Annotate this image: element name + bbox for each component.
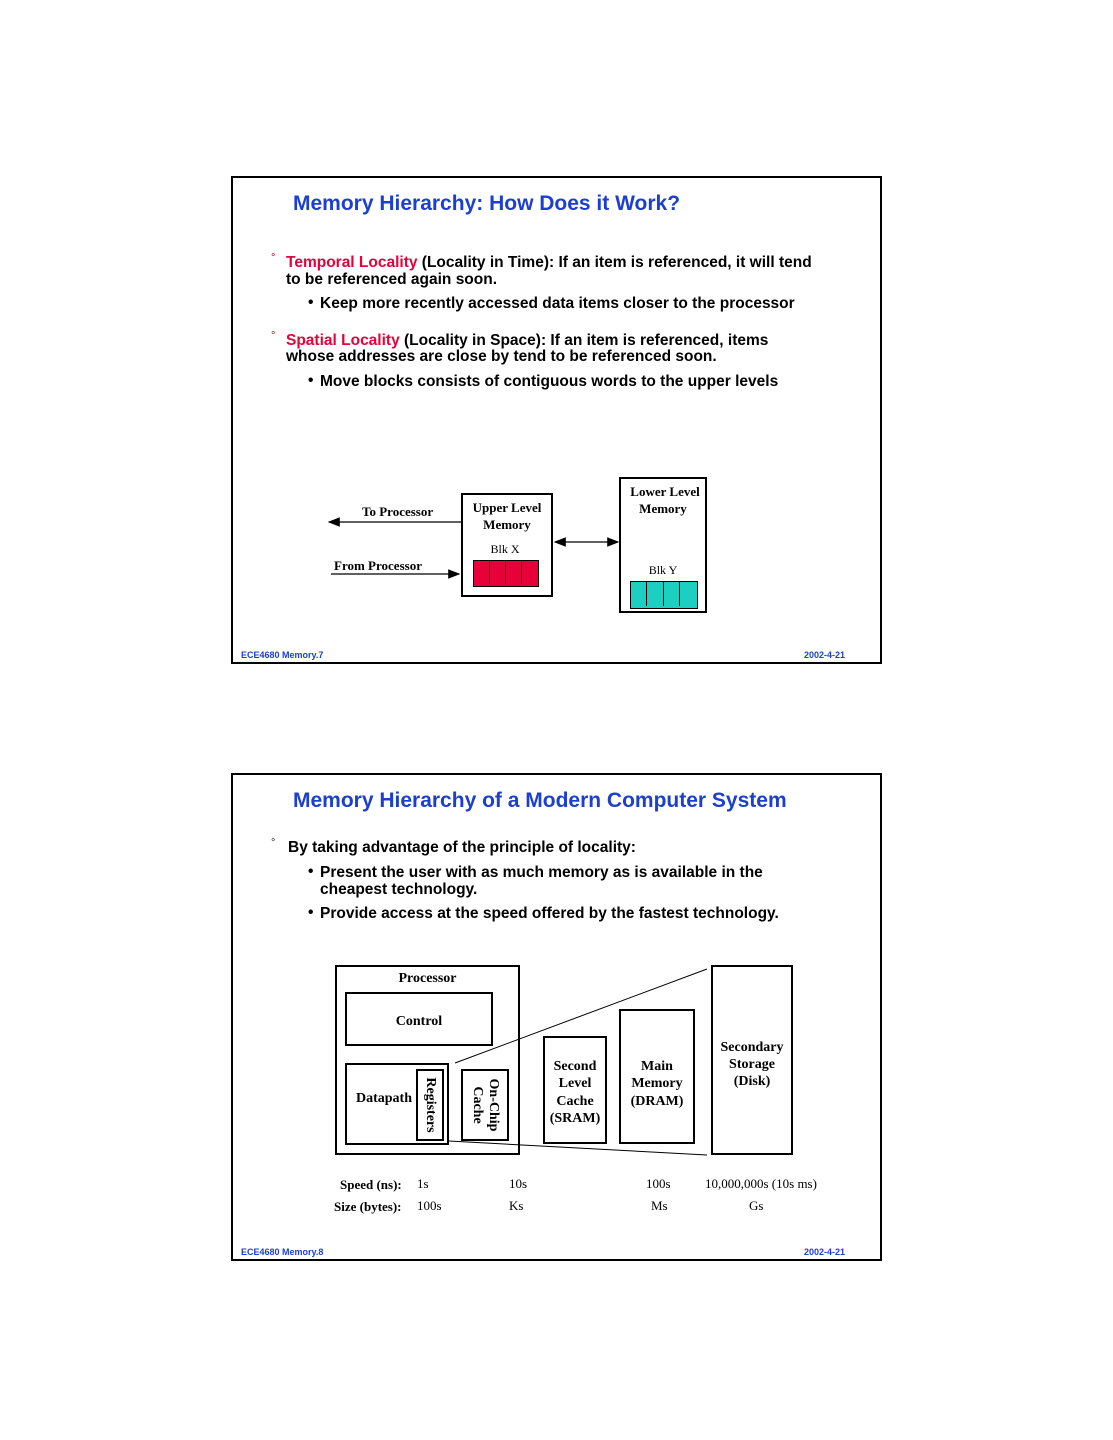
- footer-right: 2002-4-21: [804, 650, 846, 660]
- upper-level-label-1: Upper Level: [472, 500, 542, 515]
- second-level-label-1: Second: [553, 1059, 597, 1074]
- provide-access-text: Provide access at the speed offered by the fastest technology.: [320, 905, 779, 922]
- spatial-locality-line2: whose addresses are close by tend to be referenced soon.: [286, 348, 717, 365]
- datapath-label: Datapath: [356, 1091, 413, 1106]
- bullet-marker: °: [271, 252, 276, 264]
- blk-y-label: Blk Y: [648, 563, 678, 577]
- main-memory-label-3: (DRAM): [630, 1094, 684, 1109]
- locality-diagram-arrows: [233, 178, 884, 666]
- secondary-label-1: Secondary: [720, 1040, 784, 1055]
- bullet-marker: °: [271, 837, 276, 849]
- speed-cache: 10s: [509, 1176, 528, 1191]
- lower-level-label-2: Memory: [639, 501, 687, 516]
- blk-y-divider: [646, 582, 647, 606]
- locality-principle-text: By taking advantage of the principle of locality:: [288, 839, 636, 856]
- spatial-locality-sub: Move blocks consists of contiguous words to the upper levels: [320, 373, 779, 390]
- from-processor-label: From Processor: [334, 558, 422, 573]
- blk-y-block: [630, 581, 698, 609]
- speed-disk: 10,000,000s (10s ms): [705, 1176, 817, 1191]
- sub-bullet-dot: •: [308, 863, 314, 880]
- processor-label: Processor: [398, 971, 457, 986]
- spatial-locality-term: Spatial Locality: [286, 332, 400, 349]
- secondary-label-2: Storage: [729, 1057, 775, 1072]
- main-memory-label-1: Main: [641, 1059, 673, 1074]
- present-user-line1: Present the user with as much memory as is available in the: [320, 864, 763, 881]
- control-label: Control: [395, 1014, 443, 1029]
- footer-right: 2002-4-21: [804, 1247, 846, 1257]
- main-memory-label-2: Memory: [631, 1076, 683, 1091]
- size-main-memory: Ms: [651, 1198, 668, 1213]
- sub-bullet-dot: •: [308, 904, 314, 921]
- speed-registers: 1s: [417, 1176, 429, 1191]
- second-level-label-2: Level: [558, 1076, 592, 1091]
- blk-x-divider: [521, 561, 522, 584]
- lower-level-label-1: Lower Level: [630, 484, 700, 499]
- blk-x-divider: [505, 561, 506, 584]
- footer-left: ECE4680 Memory.7: [241, 650, 324, 660]
- slide-title: Memory Hierarchy of a Modern Computer System: [293, 789, 787, 812]
- blk-x-divider: [489, 561, 490, 584]
- temporal-locality-sub: Keep more recently accessed data items closer to the processor: [320, 295, 795, 312]
- temporal-locality-term: Temporal Locality: [286, 254, 418, 271]
- slide-memory-hierarchy-modern: [231, 773, 882, 1261]
- size-registers: 100s: [417, 1198, 442, 1213]
- speed-main-memory: 100s: [646, 1176, 671, 1191]
- sub-bullet-dot: •: [308, 372, 314, 389]
- onchip-cache-label-1: On-Chip: [486, 1078, 501, 1132]
- main-memory-box: [619, 1009, 695, 1144]
- blk-x-block: [473, 560, 539, 587]
- to-processor-label: To Processor: [362, 504, 434, 519]
- size-label: Size (bytes):: [334, 1199, 402, 1214]
- size-disk: Gs: [749, 1198, 764, 1213]
- present-user-line2: cheapest technology.: [320, 881, 478, 898]
- upper-level-label-2: Memory: [483, 517, 531, 532]
- second-level-label-4: (SRAM): [549, 1111, 601, 1126]
- temporal-locality-desc: (Locality in Time): If an item is referenced, it will tend: [417, 254, 812, 271]
- size-cache: Ks: [509, 1198, 524, 1213]
- temporal-locality-line2: to be referenced again soon.: [286, 271, 498, 288]
- slide-title: Memory Hierarchy: How Does it Work?: [293, 192, 681, 215]
- secondary-storage-box: [711, 965, 793, 1155]
- onchip-cache-label-2: Cache: [470, 1086, 485, 1124]
- secondary-label-3: (Disk): [733, 1074, 771, 1089]
- upper-level-memory: [461, 493, 553, 597]
- spatial-locality-desc: (Locality in Space): If an item is referenced, items: [399, 332, 769, 349]
- speed-label: Speed (ns):: [340, 1177, 402, 1192]
- bullet-marker: °: [271, 330, 276, 342]
- blk-y-divider: [679, 582, 680, 606]
- second-level-label-3: Cache: [556, 1094, 594, 1109]
- blk-x-label: Blk X: [490, 542, 520, 556]
- slide-memory-hierarchy-how: [231, 176, 882, 664]
- sub-bullet-dot: •: [308, 294, 314, 311]
- registers-label: Registers: [423, 1077, 438, 1133]
- footer-left: ECE4680 Memory.8: [241, 1247, 324, 1257]
- lower-level-memory: [619, 477, 707, 613]
- second-level-cache-box: [543, 1036, 607, 1144]
- blk-y-divider: [663, 582, 664, 606]
